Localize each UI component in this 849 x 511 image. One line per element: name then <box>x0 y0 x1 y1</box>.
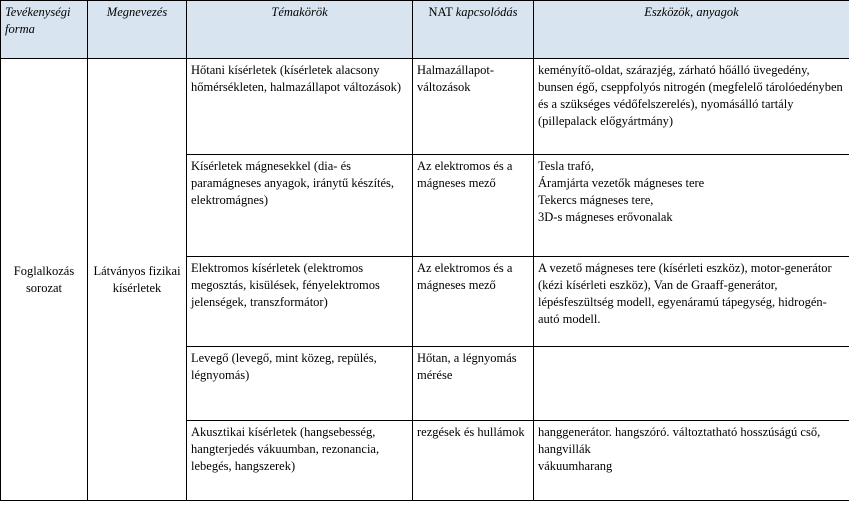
activity-name-cell: Látványos fizikai kísérletek <box>88 59 187 501</box>
header-row <box>1 1 849 59</box>
header-activity-form: Tevékenységi forma <box>1 1 88 59</box>
nat-cell: Az elektromos és a mágneses mező <box>413 155 534 257</box>
nat-cell: Hőtan, a légnyomás mérése <box>413 347 534 421</box>
tools-line: Áramjárta vezetők mágneses tere <box>538 176 705 190</box>
header-tools: Eszközök, anyagok <box>534 1 849 59</box>
header-topics: Témakörök <box>187 1 413 59</box>
nat-cell: Az elektromos és a mágneses mező <box>413 257 534 347</box>
topic-cell: Akusztikai kísérletek (hangsebesség, hangterjedés vákuumban, rezonancia, lebegés, hangszerek) <box>187 421 413 501</box>
tools-line: Tekercs mágneses tere, <box>538 193 654 207</box>
activity-form-cell: Foglalkozás sorozat <box>1 59 88 501</box>
header-nat-italic: kapcsolódás <box>455 5 518 19</box>
header-name: Megnevezés <box>88 1 187 59</box>
topic-cell: Elektromos kísérletek (elektromos megosztás, kisülések, fényelektromos jelenségek, transzformátor) <box>187 257 413 347</box>
topic-cell: Kísérletek mágnesekkel (dia- és paramágneses anyagok, iránytű készítés, elektromágnes) <box>187 155 413 257</box>
tools-line: Tesla trafó, <box>538 159 595 173</box>
nat-cell: rezgések és hullámok <box>413 421 534 501</box>
header-nat-plain: NAT <box>428 5 456 19</box>
nat-cell: Halmazállapot-változások <box>413 59 534 155</box>
tools-cell: A vezető mágneses tere (kísérleti eszköz), motor-generátor (kézi kísérleti eszköz), Van de Graaff-generátor, lépésfeszültség modell, egyenáramú tápegység, hidrogén-autó modell. <box>534 257 849 347</box>
tools-line: 3D-s mágneses erővonalak <box>538 210 673 224</box>
topic-cell: Levegő (levegő, mint közeg, repülés, légnyomás) <box>187 347 413 421</box>
tools-cell <box>534 421 849 501</box>
header-nat-link <box>413 1 534 59</box>
topic-cell: Hőtani kísérletek (kísérletek alacsony hőmérsékleten, halmazállapot változások) <box>187 59 413 155</box>
table-row <box>1 59 849 155</box>
tools-line: vákuumharang <box>538 459 613 473</box>
tools-line: hanggenerátor. hangszóró. változtatható hosszúságú cső, hangvillák <box>538 425 821 456</box>
tools-cell <box>534 347 849 421</box>
tools-cell: keményítő-oldat, szárazjég, zárható hőálló üvegedény, bunsen égő, cseppfolyós nitrogén (megfelelő tárolóedényben és a szükséges védőfelszerelés), nyomásálló tartály (pillepalack előgyártmány) <box>534 59 849 155</box>
tools-cell <box>534 155 849 257</box>
